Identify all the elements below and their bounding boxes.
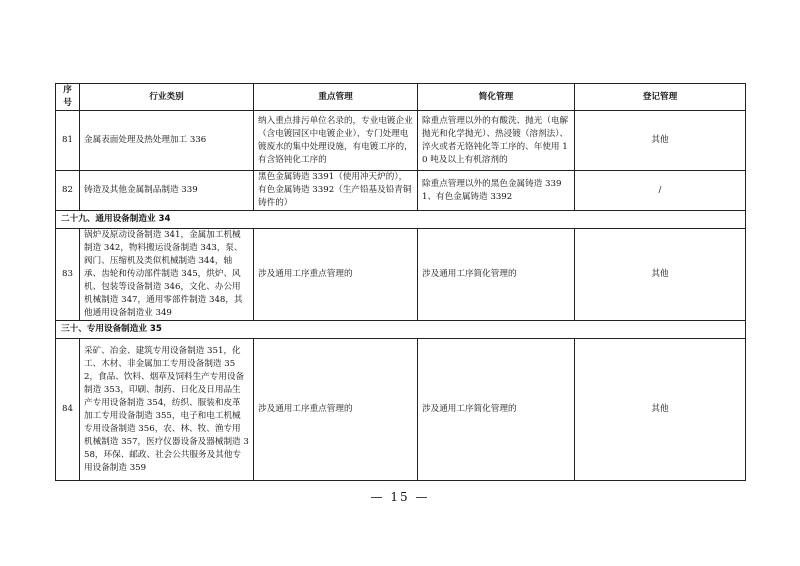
header-industry: 行业类别 [80, 84, 254, 111]
header-simplified-management: 简化管理 [418, 84, 575, 111]
table-row [56, 111, 746, 171]
row-key-management: 黑色金属铸造 3391（使用冲天炉的），有色金属铸造 3392（生产铅基及铅青铜铸件的） [254, 171, 418, 211]
table-row [56, 171, 746, 211]
section-heading-row [56, 321, 746, 339]
header-registration-management: 登记管理 [575, 84, 746, 111]
row-key-management: 涉及通用工序重点管理的 [254, 339, 418, 481]
row-registration-management: 其他 [575, 111, 746, 171]
row-simplified-management: 涉及通用工序简化管理的 [418, 339, 575, 481]
row-industry: 采矿、冶金、建筑专用设备制造 351，化工、木材、非金属加工专用设备制造 352，食品、饮料、烟草及饲料生产专用设备制造 353，印刷、制药、日化及日用品生产专用设备制造 354，纺织、服装和皮革加工专用设备制造 355，电子和电工机械专用设备制造 356，农、林、牧、渔专用机械制造 357，医疗仪器设备及器械制造 358，环保、邮政、社会公共服务及其他专用设备制造 359 [80, 339, 254, 481]
row-registration-management: / [575, 171, 746, 211]
table-row [56, 339, 746, 481]
row-serial: 81 [56, 111, 80, 171]
row-industry: 铸造及其他金属制品制造 339 [80, 171, 254, 211]
row-simplified-management: 除重点管理以外的有酸洗、抛光（电解抛光和化学抛光）、热浸镀（溶剂法）、淬火或者无铬钝化等工序的、年使用 10 吨及以上有机溶剂的 [418, 111, 575, 171]
row-simplified-management: 除重点管理以外的黑色金属铸造 3391、有色金属铸造 3392 [418, 171, 575, 211]
section-title: 三十、专用设备制造业 35 [56, 321, 746, 339]
header-key-management: 重点管理 [254, 84, 418, 111]
row-registration-management: 其他 [575, 229, 746, 321]
row-serial: 84 [56, 339, 80, 481]
table-row [56, 229, 746, 321]
row-key-management: 涉及通用工序重点管理的 [254, 229, 418, 321]
row-registration-management: 其他 [575, 339, 746, 481]
table-header-row [56, 84, 746, 111]
section-heading-row [56, 211, 746, 229]
page-number: — 15 — [370, 490, 430, 504]
row-industry: 金属表面处理及热处理加工 336 [80, 111, 254, 171]
row-serial: 83 [56, 229, 80, 321]
row-simplified-management: 涉及通用工序简化管理的 [418, 229, 575, 321]
section-title: 二十九、通用设备制造业 34 [56, 211, 746, 229]
header-serial: 序号 [56, 84, 80, 111]
row-industry: 锅炉及原动设备制造 341，金属加工机械制造 342，物料搬运设备制造 343，泵、阀门、压缩机及类似机械制造 344，轴承、齿轮和传动部件制造 345，烘炉、风机、包装等设备制造 346，文化、办公用机械制造 347，通用零部件制造 348，其他通用设备制造业 349 [80, 229, 254, 321]
row-serial: 82 [56, 171, 80, 211]
permit-classification-table [55, 83, 746, 481]
row-key-management: 纳入重点排污单位名录的，专业电镀企业（含电镀园区中电镀企业），专门处理电镀废水的集中处理设施，有电镀工序的，有含铬钝化工序的 [254, 111, 418, 171]
